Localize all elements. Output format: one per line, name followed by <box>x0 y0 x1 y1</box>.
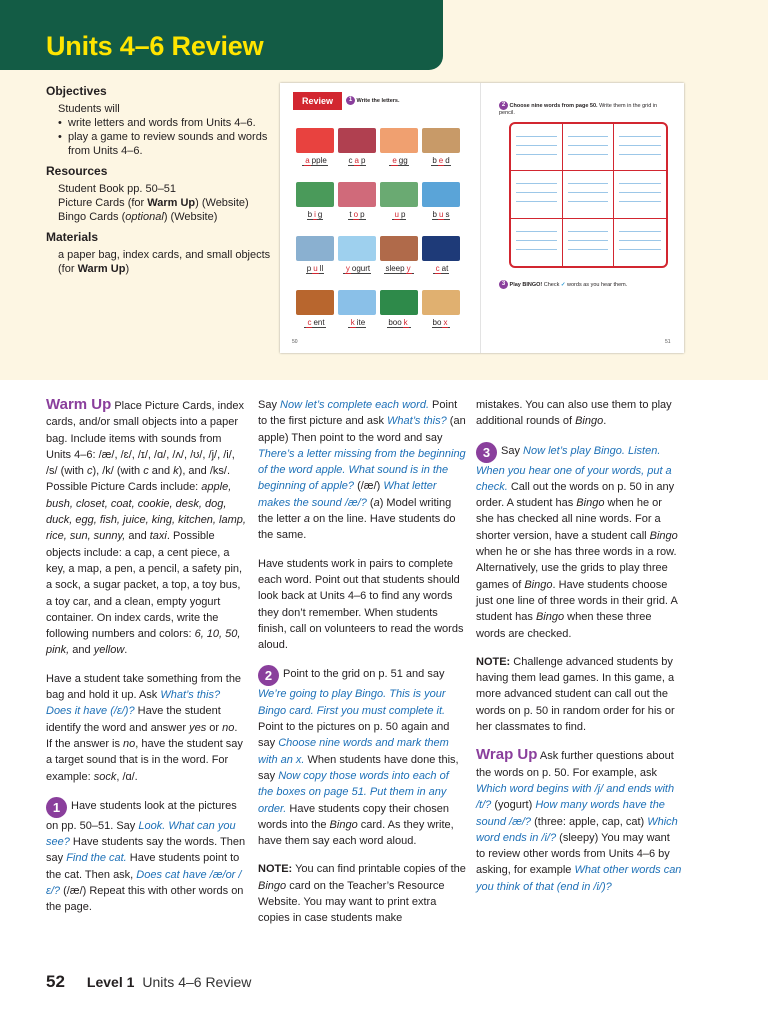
column-3 <box>476 397 682 907</box>
word-label: a pple <box>294 156 336 165</box>
word-label: bo x <box>420 318 462 327</box>
word-picture <box>380 128 418 153</box>
word-picture <box>422 236 460 261</box>
grid-cell <box>563 171 615 218</box>
step-1-instruction: 1 Write the letters. <box>346 96 400 105</box>
grid-cell <box>614 171 666 218</box>
note-continued: mistakes. You can also use them to play additional rounds of Bingo. <box>476 399 672 428</box>
step-1-badge: 1 <box>46 797 67 818</box>
grid-cell <box>511 124 563 171</box>
page-number-left: 50 <box>292 339 298 345</box>
warm-up-heading: Warm Up <box>46 396 112 413</box>
resource-item: Picture Cards (for Warm Up) (Website) <box>58 197 249 209</box>
step-1-paragraph: 1 Have students look at the pictures on pp. 50–51. Say Look. What can you see? Have students say the words. Then say Find the cat. Have students point to the cat. Then ask, Does cat have /æ/or /ɛ/? (/æ/) Repeat this with other words on the page. <box>46 797 246 916</box>
advanced-note-paragraph: NOTE: Challenge advanced students by having them lead games. In this game, a more advanced student can call out the words on p. 50 in random order for his or her classmates to find. <box>476 655 675 734</box>
grid-cell <box>614 219 666 266</box>
level-label: Level 1 <box>86 974 135 990</box>
word-picture <box>338 236 376 261</box>
word-picture <box>380 182 418 207</box>
warm-up-paragraph: Warm Up Place Picture Cards, index cards, and/or small objects into a paper bag. Include items with sounds from Units 4–6: /æ/, /ɛ/, /ɪ/, /ɑ/, /ʌ/, /ʊ/, /j/, /i/, /s/ (with c), /k/ (with c and k), and /ks/. Possible Picture Cards include: apple, bush, closet, coat, cookie, desk, dog, duck, egg, fish, juice, king, kitchen, lamp, rice, sun, sunny, and taxi. Possible objects include: a cap, a cent piece, a key, a map, a pen, a pencil, a safety pin, a sock, a sugar packet, a top, a toy bus, a toy car, and a clean, empty yogurt container. On index cards, write the following numbers and colors: 6, 10, 50, pink, and yellow. <box>46 396 246 657</box>
student-book-preview <box>280 83 684 353</box>
word-label: b e d <box>432 156 450 165</box>
page-footer <box>46 972 251 992</box>
wrap-up-heading: Wrap Up <box>476 746 538 764</box>
word-picture <box>338 128 376 153</box>
materials-heading: Materials <box>46 230 99 244</box>
step-number-badge: 2 <box>499 101 508 110</box>
word-label: b i g <box>307 210 323 219</box>
objectives-heading: Objectives <box>46 84 107 98</box>
grid-cell <box>511 171 563 218</box>
word-label: e gg <box>378 156 420 165</box>
step-1-continued: Say Now let’s complete each word. Point to the first picture and ask What’s this? (an apple) Then point to the word and say There’s a letter missing from the beginning of the word apple. What sound is in the beginning of apple? (/æ/) What letter makes the sound /æ/? (a) Model writing the letter a on the line. Have students do the same. <box>258 399 466 542</box>
word-label: c ent <box>294 318 336 327</box>
step-2-instruction: 2 Choose nine words from page 50. Write them in the grid in pencil. <box>499 102 658 116</box>
materials-text: a paper bag, index cards, and small objects (for Warm Up) <box>58 249 271 275</box>
grid-cell <box>511 219 563 266</box>
step-3-badge: 3 <box>476 442 497 463</box>
word-label: u p <box>378 210 420 219</box>
wrap-up-paragraph: Wrap Up Ask further questions about the words on p. 50. For example, ask Which word begins with /j/ and ends with /t/? (yogurt) How many words have the sound /æ/? (three: apple, cap, cat) Which word ends in /i/? (sleepy) You may want to review other words from Units 4–6 by asking, for example What other words can you think of that (end in /i/)? <box>476 746 682 893</box>
objective-item: • write letters and words from Units 4–6. <box>58 116 271 130</box>
page-title: Units 4–6 Review <box>46 31 264 61</box>
resource-item: Bingo Cards (optional) (Website) <box>58 211 218 223</box>
resource-item: Student Book pp. 50–51 <box>58 183 177 195</box>
word-label: c a p <box>348 156 366 165</box>
word-picture <box>422 290 460 315</box>
review-tag: Review <box>293 92 342 110</box>
objectives-intro: Students will <box>58 103 120 115</box>
sidebar <box>46 84 271 276</box>
word-picture <box>422 182 460 207</box>
step-3-instruction: 3 Play BINGO! Check ✓ words as you hear them. <box>499 280 627 289</box>
column-2 <box>258 397 466 939</box>
step-number-badge: 1 <box>346 96 355 105</box>
student-book-page-51 <box>483 83 684 353</box>
page-number: 52 <box>46 972 65 991</box>
step-2-paragraph: 2 Point to the grid on p. 51 and say We’re going to play Bingo. This is your Bingo card. First you must complete it. Point to the pictures on p. 50 again and say Choose nine words and mark them with an x. When students have done this, say Now copy those words into each of the boxes on page 51. Put them in any order. Have students copy their chosen words into the Bingo card. As they write, have them say each word aloud. <box>258 665 466 849</box>
step-number-badge: 3 <box>499 280 508 289</box>
word-label: t o p <box>349 210 365 219</box>
bingo-grid <box>509 122 668 268</box>
resources-heading: Resources <box>46 164 108 178</box>
word-picture <box>296 290 334 315</box>
word-label: boo k <box>378 318 420 327</box>
word-label: y ogurt <box>336 264 378 273</box>
step-3-paragraph: 3 Say Now let’s play Bingo. Listen. When you hear one of your words, put a check. Call out the words on p. 50 in any order. A student has Bingo when he or she has checked all nine words. For a shorter version, have a student call Bingo when he or she has three words in a row. Alternatively, use the grids to play three games of Bingo. Have students choose just one line of three words in their grid. A student has Bingo when these three words are checked. <box>476 442 682 642</box>
step-2-badge: 2 <box>258 665 279 686</box>
word-label: p u ll <box>306 264 324 273</box>
word-label: b u s <box>432 210 450 219</box>
grid-cell <box>563 124 615 171</box>
word-label: k ite <box>336 318 378 327</box>
objective-item: • play a game to review sounds and words from Units 4–6. <box>58 130 271 158</box>
title-bar <box>0 0 443 70</box>
word-picture <box>380 236 418 261</box>
top-panel <box>0 0 768 380</box>
section-label: Units 4–6 Review <box>142 974 252 990</box>
word-label: sleep y <box>378 264 420 273</box>
word-picture <box>380 290 418 315</box>
note-paragraph: NOTE: You can find printable copies of the Bingo card on the Teacher’s Resource Website. You may want to print extra copies in case students make <box>258 863 466 925</box>
word-picture <box>338 290 376 315</box>
check-icon: ✓ <box>560 281 566 288</box>
word-picture <box>296 236 334 261</box>
column-1 <box>46 397 246 928</box>
word-picture <box>422 128 460 153</box>
objectives-list <box>46 116 271 158</box>
grid-cell <box>563 219 615 266</box>
word-label: c at <box>420 264 462 273</box>
student-book-page-50 <box>280 83 481 353</box>
page-number-right: 51 <box>665 339 671 345</box>
grid-cell <box>614 124 666 171</box>
word-picture <box>296 128 334 153</box>
pairs-paragraph: Have students work in pairs to complete each word. Point out that students should look back at Units 4–6 to find any words they don’t remember. When students finish, call on volunteers to read the words aloud. <box>258 557 464 652</box>
word-picture <box>296 182 334 207</box>
warm-up-paragraph-2: Have a student take something from the bag and hold it up. Ask What’s this? Does it have (/ɛ/)? Have the student identify the word and answer yes or no. If the answer is no, have the student say a target sound that is in the word. For example: sock, /ɑ/. <box>46 672 243 783</box>
word-picture <box>338 182 376 207</box>
